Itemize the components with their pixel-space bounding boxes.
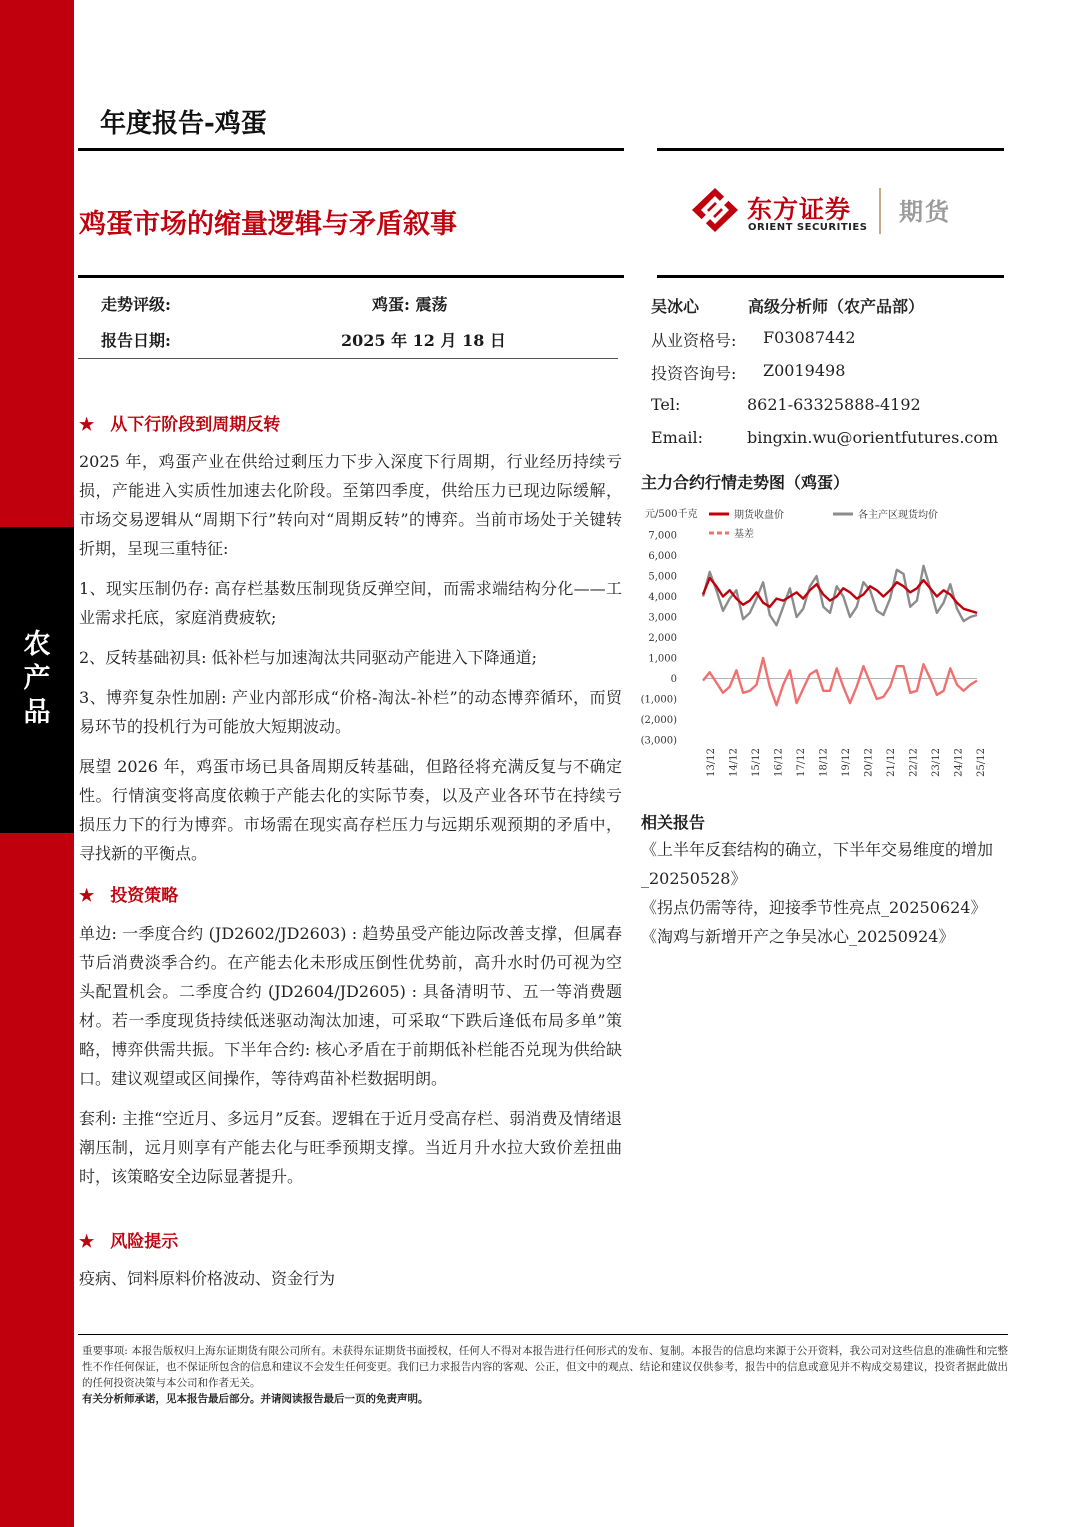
- email-value[interactable]: bingxin.wu@orientfutures.com: [747, 428, 999, 447]
- paragraph: 展望 2026 年，鸡蛋市场已具备周期反转基础，但路径将充满反复与不确定性。行情演变将高度依赖于产能去化的实际节奏，以及产业各环节在持续亏损压力下的行为博弈。市场需在现实高存栏压力与远期乐观预期的矛盾中，寻找新的平衡点。: [79, 757, 622, 863]
- legend-label: 各主产区现货均价: [858, 510, 938, 521]
- y-tick-label: 1,000: [648, 653, 677, 665]
- section-heading: [79, 881, 178, 906]
- logo-division: 期货: [899, 198, 951, 226]
- x-tick-label: 19/12: [841, 748, 852, 777]
- consult-value: Z0019498: [763, 361, 846, 380]
- y-tick-label: (1,000): [641, 694, 677, 706]
- y-tick-label: (3,000): [641, 735, 677, 747]
- paragraph: 3、博弈复杂性加剧: 产业内部形成“价格-淘汰-补栏”的动态博弈循环，而贸易环节的投机行为可能放大短期波动。: [79, 688, 622, 736]
- header-rule-right: [657, 148, 1004, 151]
- star-icon: ★: [79, 886, 95, 906]
- y-tick-label: 0: [670, 674, 677, 685]
- meta-rule-left: [78, 275, 624, 278]
- logo-cn: 东方证券: [747, 195, 852, 224]
- star-icon: ★: [79, 1232, 95, 1252]
- x-tick-label: 21/12: [886, 748, 897, 777]
- notice: [82, 1343, 1008, 1407]
- related-item[interactable]: 《拐点仍需等待，迎接季节性亮点_20250624》: [641, 898, 987, 917]
- x-tick-label: 17/12: [796, 748, 807, 777]
- paragraph: 2、反转基础初具: 低补栏与加速淘汰共同驱动产能进入下降通道;: [79, 648, 538, 667]
- chart-section-title: 主力合约行情走势图（鸡蛋）: [641, 473, 850, 492]
- x-tick-label: 14/12: [728, 748, 740, 777]
- section-heading-text: 投资策略: [110, 886, 179, 906]
- related-title: 相关报告: [641, 813, 706, 832]
- category-char: 品: [23, 697, 51, 728]
- x-tick-label: 20/12: [863, 748, 875, 777]
- email-label: Email:: [651, 428, 704, 447]
- x-tick-label: 15/12: [751, 748, 762, 777]
- paragraph: 单边: 一季度合约 (JD2602/JD2603) : 趋势虽受产能边际改善支撑，但属春节后消费淡季合约。在产能去化未形成压倒性优势前，高升水时仍可视为空头配置机会。二季度合约 (JD2604/JD2605) : 具备清明节、五一等消费题材。若一季度现货持续低迷驱动淘汰加速，可采取“下跌后逢低布局多单”策略，博弈供需共振。下半年合约: 核心矛盾在于前期低补栏能否兑现为供给缺口。建议观望或区间操作，等待鸡苗补栏数据明朗。: [79, 924, 622, 1088]
- related-item[interactable]: 《上半年反套结构的确立，下半年交易维度的增加_20250528》: [641, 840, 994, 888]
- logo-en: ORIENT SECURITIES: [748, 222, 868, 233]
- trend-label: 走势评级:: [101, 295, 171, 314]
- section-heading-text: 风险提示: [110, 1232, 179, 1252]
- logo-divider: [879, 188, 881, 234]
- meta-rule-right: [657, 275, 1004, 278]
- x-tick-label: 25/12: [976, 748, 987, 777]
- section-body: [79, 1264, 622, 1293]
- y-tick-label: (2,000): [641, 715, 677, 726]
- tel-label: Tel:: [651, 395, 681, 414]
- star-icon: ★: [79, 415, 95, 435]
- category-char: 农: [23, 629, 51, 660]
- analyst-name: 吴冰心: [651, 297, 700, 316]
- legend-label: 基差: [734, 529, 754, 540]
- y-tick-label: 3,000: [648, 612, 677, 624]
- x-tick-label: 22/12: [908, 748, 920, 777]
- legend-label: 期货收盘价: [734, 510, 784, 521]
- section-heading: [79, 1227, 178, 1252]
- notice-text: 重要事项: 本报告版权归上海东证期货有限公司所有。未获得东证期货书面授权，任何人不得对本报告进行任何形式的发布、复制。本报告的信息均来源于公开资料，我公司对这些信息的准确性和完整性不作任何保证，也不保证所包含的信息和建议不会发生任何变更。我们已力求报告内容的客观、公正，但文中的观点、结论和建议仅供参考，报告中的信息或意见并不构成交易建议，投资者据此做出的任何投资决策与本公司和作者无关。: [82, 1345, 1008, 1389]
- meta-divider: [78, 358, 618, 359]
- paragraph: 疫病、饲料原料价格波动、资金行为: [79, 1269, 336, 1288]
- paragraph: 2025 年，鸡蛋产业在供给过剩压力下步入深度下行周期，行业经历持续亏损，产能进入实质性加速去化阶段。至第四季度，供给压力已现边际缓解，市场交易逻辑从“周期下行”转向对“周期反转”的博弈。当前市场处于关键转折期，呈现三重特征:: [79, 452, 622, 558]
- x-tick-label: 24/12: [953, 748, 965, 777]
- x-tick-label: 23/12: [931, 748, 942, 777]
- date-label: 报告日期:: [101, 331, 171, 350]
- section-body: [79, 447, 622, 868]
- qual-label: 从业资格号:: [651, 331, 737, 350]
- x-tick-label: 13/12: [706, 748, 717, 777]
- notice-rule: [78, 1334, 1008, 1335]
- orient-logo-icon: [690, 186, 740, 234]
- page-title: 鸡蛋市场的缩量逻辑与矛盾叙事: [79, 209, 457, 240]
- category-label: [0, 628, 74, 730]
- header-rule-left: [78, 148, 624, 151]
- x-tick-label: 16/12: [773, 748, 785, 777]
- notice-commit: 有关分析师承诺，见本报告最后部分。并请阅读报告最后一页的免责声明。: [82, 1393, 429, 1405]
- date-value: 2025 年 12 月 18 日: [341, 331, 506, 350]
- egg-price-chart: [641, 500, 1011, 790]
- series-line-basis: [703, 658, 977, 705]
- report-type: 年度报告-鸡蛋: [100, 109, 267, 139]
- tel-value: 8621-63325888-4192: [747, 395, 921, 414]
- category-char: 产: [23, 663, 51, 694]
- y-tick-label: 5,000: [648, 571, 677, 583]
- y-tick-label: 2,000: [648, 633, 677, 644]
- qual-value: F03087442: [763, 328, 856, 347]
- y-tick-label: 7,000: [648, 530, 677, 542]
- x-tick-label: 18/12: [818, 748, 830, 777]
- related-item[interactable]: 《淘鸡与新增开产之争吴冰心_20250924》: [641, 927, 955, 946]
- trend-value: 鸡蛋: 震荡: [372, 295, 448, 314]
- y-tick-label: 6,000: [648, 551, 677, 562]
- analyst-title: 高级分析师（农产品部）: [748, 297, 925, 316]
- paragraph: 套利: 主推“空近月、多远月”反套。逻辑在于近月受高存栏、弱消费及情绪退潮压制，远月则享有产能去化与旺季预期支撑。当近月升水拉大致价差扭曲时，该策略安全边际显著提升。: [79, 1109, 622, 1186]
- section-heading-text: 从下行阶段到周期反转: [110, 415, 281, 435]
- unit-label: 元/500千克: [645, 509, 698, 520]
- y-tick-label: 4,000: [648, 592, 677, 603]
- section-body: [79, 919, 622, 1191]
- consult-label: 投资咨询号:: [651, 364, 737, 383]
- paragraph: 1、现实压制仍存: 高存栏基数压制现货反弹空间，而需求端结构分化——工业需求托底，家庭消费疲软;: [79, 579, 622, 627]
- section-heading: [79, 410, 280, 435]
- related-list: [641, 835, 1006, 951]
